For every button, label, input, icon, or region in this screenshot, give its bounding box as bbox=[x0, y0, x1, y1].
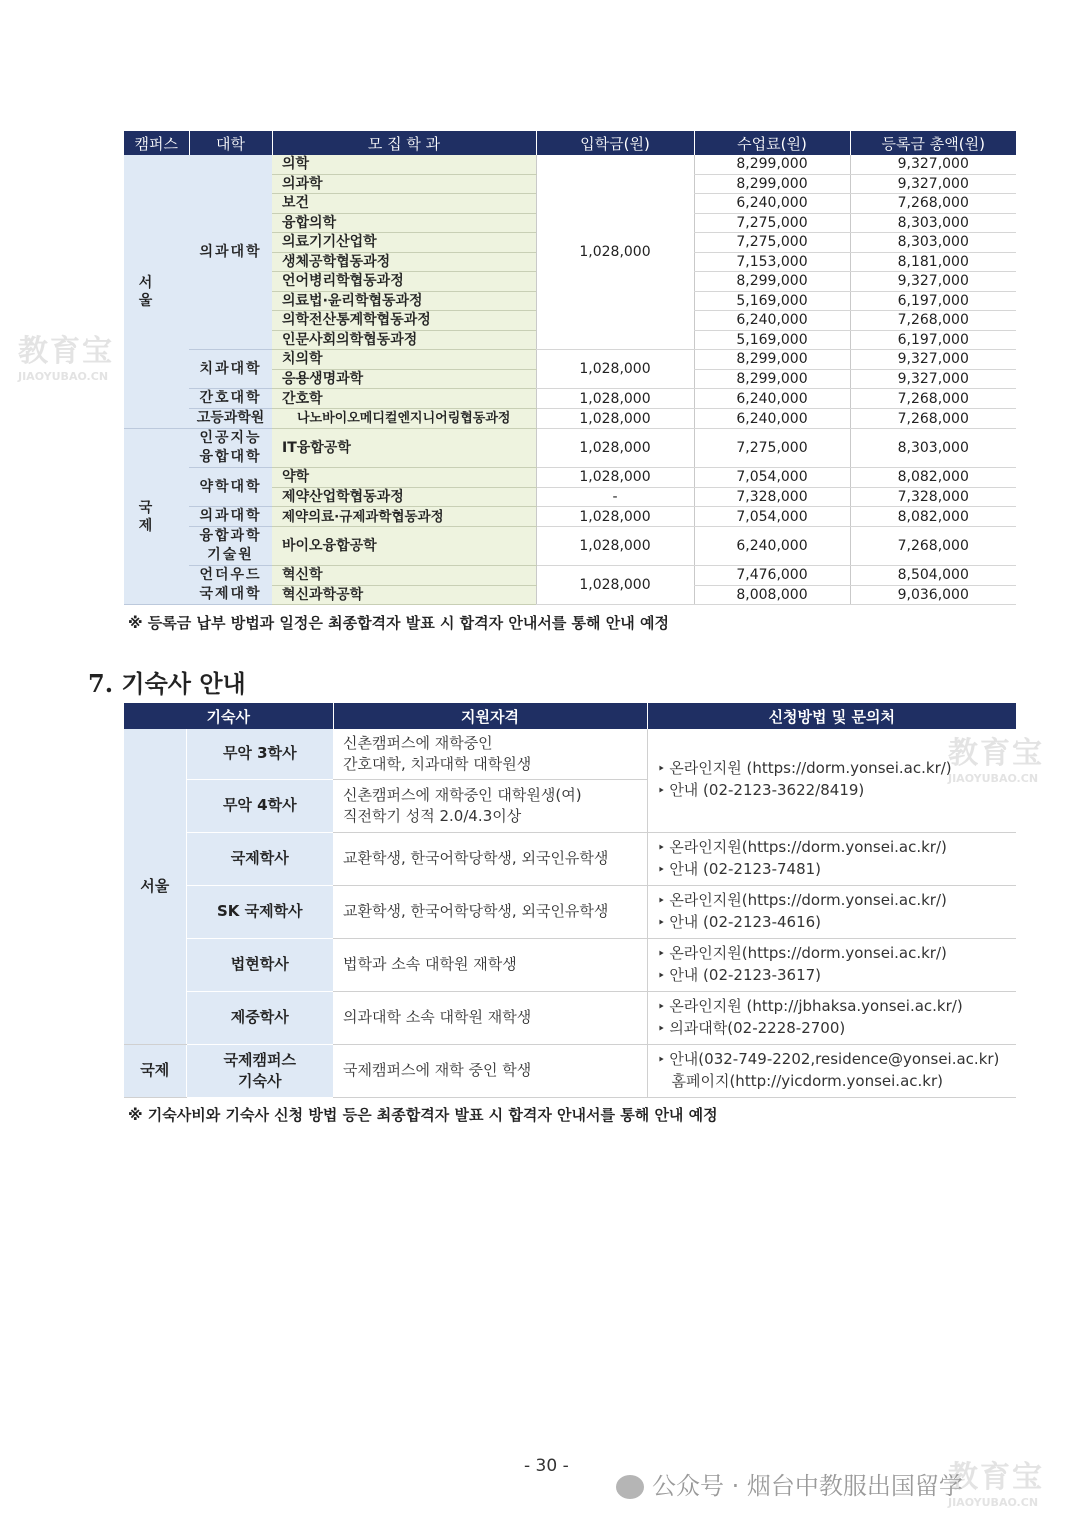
contact-cell bbox=[647, 991, 1016, 1044]
header-college: 대학 bbox=[189, 131, 272, 155]
contact-cell bbox=[647, 1044, 1016, 1097]
eligibility-line: 신촌캠퍼스에 재학중인 bbox=[343, 733, 493, 752]
header-application: 신청방법 및 문의처 bbox=[647, 703, 1016, 729]
campus-international: 국제 bbox=[124, 1044, 186, 1097]
total-cell: 9,327,000 bbox=[850, 272, 1016, 292]
watermark-text: 教育宝 bbox=[18, 334, 114, 369]
admission-fee-cell: 1,028,000 bbox=[536, 409, 694, 429]
total-cell: 9,327,000 bbox=[850, 174, 1016, 194]
watermark-url: JIAOYUBAO.CN bbox=[18, 370, 109, 383]
college-name-line: 인공지능 bbox=[199, 430, 262, 446]
table-row bbox=[124, 468, 1016, 488]
wechat-account-label bbox=[616, 1466, 963, 1501]
total-cell: 7,268,000 bbox=[850, 409, 1016, 429]
total-cell: 9,327,000 bbox=[850, 369, 1016, 389]
contact-line: ‣ 안내 (02-2123-3622/8419) bbox=[658, 780, 1007, 802]
college-name-line: 기술원 bbox=[207, 547, 254, 563]
table-row bbox=[124, 389, 1016, 409]
dormitory-table bbox=[124, 703, 1016, 1098]
campus-international: 국제 bbox=[124, 429, 189, 605]
hall-name-line: 기숙사 bbox=[238, 1071, 282, 1090]
eligibility-cell: 교환학생, 한국어학당학생, 외국인유학생 bbox=[333, 832, 647, 885]
tuition-cell: 7,476,000 bbox=[694, 566, 850, 586]
department-cell: 나노바이오메디컬엔지니어링협동과정 bbox=[272, 409, 536, 429]
eligibility-line: 신촌캠퍼스에 재학중인 대학원생(여) bbox=[343, 785, 582, 804]
table-row bbox=[124, 566, 1016, 586]
page-number: - 30 - bbox=[524, 1456, 569, 1476]
department-cell: 응용생명과학 bbox=[272, 369, 536, 389]
tuition-cell: 7,275,000 bbox=[694, 213, 850, 233]
tuition-note: ※ 등록금 납부 방법과 일정은 최종합격자 발표 시 합격자 안내서를 통해 안내 예정 bbox=[128, 614, 669, 632]
department-cell: 의료기기산업학 bbox=[272, 233, 536, 253]
header-department: 모 집 학 과 bbox=[272, 131, 536, 155]
department-cell: 의과학 bbox=[272, 174, 536, 194]
hall-name: SK 국제학사 bbox=[186, 885, 333, 938]
department-cell: 혁신과학공학 bbox=[272, 585, 536, 605]
total-cell: 8,303,000 bbox=[850, 429, 1016, 468]
contact-line: ‣ 의과대학(02-2228-2700) bbox=[658, 1018, 1007, 1040]
college-ai-convergence bbox=[189, 429, 272, 468]
department-cell: 혁신학 bbox=[272, 566, 536, 586]
tuition-cell: 6,240,000 bbox=[694, 527, 850, 566]
table-row bbox=[124, 991, 1016, 1044]
contact-cell bbox=[647, 832, 1016, 885]
header-total: 등록금 총액(원) bbox=[850, 131, 1016, 155]
hall-name: 제중학사 bbox=[186, 991, 333, 1044]
admission-fee-cell: 1,028,000 bbox=[536, 468, 694, 488]
admission-fee-cell: 1,028,000 bbox=[536, 507, 694, 527]
department-cell: 의학 bbox=[272, 155, 536, 174]
eligibility-cell: 교환학생, 한국어학당학생, 외국인유학생 bbox=[333, 885, 647, 938]
department-cell: 의학전산통계학협동과정 bbox=[272, 311, 536, 331]
department-cell: 바이오융합공학 bbox=[272, 527, 536, 566]
contact-line: 홈페이지(http://yicdorm.yonsei.ac.kr) bbox=[671, 1072, 943, 1090]
department-cell: 의료법·윤리학협동과정 bbox=[272, 291, 536, 311]
college-underwood bbox=[189, 566, 272, 605]
department-cell: IT융합공학 bbox=[272, 429, 536, 468]
total-cell: 7,328,000 bbox=[850, 487, 1016, 507]
admission-fee-cell: 1,028,000 bbox=[536, 527, 694, 566]
hall-name bbox=[186, 1044, 333, 1097]
total-cell: 7,268,000 bbox=[850, 194, 1016, 214]
watermark-text: 教育宝 bbox=[948, 736, 1044, 771]
contact-line: ‣ 온라인지원(https://dorm.yonsei.ac.kr/) bbox=[658, 943, 1007, 965]
college-name-line: 융합과학 bbox=[199, 528, 262, 544]
total-cell: 9,327,000 bbox=[850, 350, 1016, 370]
college-convergence-tech bbox=[189, 527, 272, 566]
tuition-table bbox=[124, 131, 1016, 605]
total-cell: 8,082,000 bbox=[850, 468, 1016, 488]
contact-line: ‣ 안내 (02-2123-3617) bbox=[658, 965, 1007, 987]
contact-line: ‣ 안내 (02-2123-7481) bbox=[658, 859, 1007, 881]
admission-fee-cell: 1,028,000 bbox=[536, 155, 694, 350]
tuition-cell: 8,299,000 bbox=[694, 350, 850, 370]
table-row bbox=[124, 507, 1016, 527]
tuition-cell: 7,275,000 bbox=[694, 429, 850, 468]
header-dormitory: 기숙사 bbox=[124, 703, 333, 729]
tuition-cell: 8,008,000 bbox=[694, 585, 850, 605]
table-row bbox=[124, 938, 1016, 991]
total-cell: 7,268,000 bbox=[850, 389, 1016, 409]
header-eligibility: 지원자격 bbox=[333, 703, 647, 729]
tuition-cell: 8,299,000 bbox=[694, 272, 850, 292]
department-cell: 제약의료·규제과학협동과정 bbox=[272, 507, 536, 527]
total-cell: 9,036,000 bbox=[850, 585, 1016, 605]
contact-line: ‣ 안내(032-749-2202,residence@yonsei.ac.kr) bbox=[658, 1049, 1007, 1071]
table-row bbox=[124, 155, 1016, 174]
watermark bbox=[948, 728, 1044, 785]
table-row bbox=[124, 832, 1016, 885]
college-advanced: 고등과학원 bbox=[189, 409, 272, 429]
department-cell: 언어병리학협동과정 bbox=[272, 272, 536, 292]
total-cell: 6,197,000 bbox=[850, 330, 1016, 350]
dorm-header-row bbox=[124, 703, 1016, 729]
tuition-cell: 7,153,000 bbox=[694, 252, 850, 272]
total-cell: 8,082,000 bbox=[850, 507, 1016, 527]
wechat-account-text: 公众号 · 烟台中教服出国留学 bbox=[652, 1472, 963, 1500]
tuition-cell: 7,054,000 bbox=[694, 507, 850, 527]
eligibility-cell: 법학과 소속 대학원 재학생 bbox=[333, 938, 647, 991]
college-medicine-intl: 의과대학 bbox=[189, 507, 272, 527]
watermark bbox=[18, 326, 114, 383]
contact-line: ‣ 안내 (02-2123-4616) bbox=[658, 912, 1007, 934]
department-cell: 간호학 bbox=[272, 389, 536, 409]
tuition-cell: 6,240,000 bbox=[694, 194, 850, 214]
tuition-cell: 8,299,000 bbox=[694, 174, 850, 194]
table-row bbox=[124, 429, 1016, 468]
contact-cell bbox=[647, 885, 1016, 938]
table-row bbox=[124, 527, 1016, 566]
watermark-url: JIAOYUBAO.CN bbox=[948, 1496, 1039, 1509]
total-cell: 7,268,000 bbox=[850, 527, 1016, 566]
admission-fee-cell: 1,028,000 bbox=[536, 429, 694, 468]
watermark-text: 教育宝 bbox=[948, 1460, 1044, 1495]
admission-fee-cell: 1,028,000 bbox=[536, 350, 694, 389]
admission-fee-cell: - bbox=[536, 487, 694, 507]
total-cell: 8,504,000 bbox=[850, 566, 1016, 586]
hall-name: 국제학사 bbox=[186, 832, 333, 885]
contact-line: ‣ 온라인지원(https://dorm.yonsei.ac.kr/) bbox=[658, 837, 1007, 859]
department-cell: 인문사회의학협동과정 bbox=[272, 330, 536, 350]
college-name-line: 국제대학 bbox=[199, 586, 262, 602]
eligibility-cell bbox=[333, 779, 647, 832]
contact-line: ‣ 온라인지원 (https://dorm.yonsei.ac.kr/) bbox=[658, 758, 1007, 780]
admission-fee-cell: 1,028,000 bbox=[536, 389, 694, 409]
campus-seoul: 서울 bbox=[124, 155, 189, 429]
table-row bbox=[124, 1044, 1016, 1097]
campus-seoul: 서울 bbox=[124, 729, 186, 1044]
total-cell: 9,327,000 bbox=[850, 155, 1016, 174]
hall-name: 무악 3학사 bbox=[186, 729, 333, 779]
header-campus: 캠퍼스 bbox=[124, 131, 189, 155]
college-dentistry: 치과대학 bbox=[189, 350, 272, 389]
tuition-cell: 8,299,000 bbox=[694, 155, 850, 174]
department-cell: 보건 bbox=[272, 194, 536, 214]
total-cell: 7,268,000 bbox=[850, 311, 1016, 331]
tuition-cell: 8,299,000 bbox=[694, 369, 850, 389]
tuition-cell: 7,328,000 bbox=[694, 487, 850, 507]
eligibility-cell: 의과대학 소속 대학원 재학생 bbox=[333, 991, 647, 1044]
eligibility-cell: 국제캠퍼스에 재학 중인 학생 bbox=[333, 1044, 647, 1097]
total-cell: 8,303,000 bbox=[850, 233, 1016, 253]
tuition-cell: 7,054,000 bbox=[694, 468, 850, 488]
contact-line: ‣ 온라인지원(https://dorm.yonsei.ac.kr/) bbox=[658, 890, 1007, 912]
header-tuition: 수업료(원) bbox=[694, 131, 850, 155]
contact-cell bbox=[647, 938, 1016, 991]
total-cell: 8,181,000 bbox=[850, 252, 1016, 272]
tuition-cell: 5,169,000 bbox=[694, 330, 850, 350]
eligibility-line: 간호대학, 치과대학 대학원생 bbox=[343, 754, 532, 773]
department-cell: 생체공학협동과정 bbox=[272, 252, 536, 272]
wechat-icon bbox=[616, 1475, 644, 1499]
table-row bbox=[124, 350, 1016, 370]
tuition-header-row bbox=[124, 131, 1016, 155]
eligibility-cell bbox=[333, 729, 647, 779]
college-medicine: 의과대학 bbox=[189, 155, 272, 350]
total-cell: 6,197,000 bbox=[850, 291, 1016, 311]
tuition-cell: 6,240,000 bbox=[694, 409, 850, 429]
tuition-cell: 6,240,000 bbox=[694, 311, 850, 331]
tuition-cell: 6,240,000 bbox=[694, 389, 850, 409]
tuition-cell: 7,275,000 bbox=[694, 233, 850, 253]
header-admission-fee: 입학금(원) bbox=[536, 131, 694, 155]
contact-line: ‣ 온라인지원 (http://jbhaksa.yonsei.ac.kr/) bbox=[658, 996, 1007, 1018]
section-title: 7. 기숙사 안내 bbox=[88, 669, 246, 698]
department-cell: 융합의학 bbox=[272, 213, 536, 233]
department-cell: 제약산업학협동과정 bbox=[272, 487, 536, 507]
total-cell: 8,303,000 bbox=[850, 213, 1016, 233]
tuition-cell: 5,169,000 bbox=[694, 291, 850, 311]
department-cell: 치의학 bbox=[272, 350, 536, 370]
hall-name: 무악 4학사 bbox=[186, 779, 333, 832]
department-cell: 약학 bbox=[272, 468, 536, 488]
dormitory-note: ※ 기숙사비와 기숙사 신청 방법 등은 최종합격자 발표 시 합격자 안내서를 통해 안내 예정 bbox=[128, 1106, 718, 1124]
watermark-url: JIAOYUBAO.CN bbox=[948, 772, 1039, 785]
eligibility-line: 직전학기 성적 2.0/4.3이상 bbox=[343, 806, 522, 825]
admission-fee-cell: 1,028,000 bbox=[536, 566, 694, 605]
college-name-line: 융합대학 bbox=[199, 449, 262, 465]
hall-name-line: 국제캠퍼스 bbox=[223, 1050, 296, 1069]
college-pharmacy: 약학대학 bbox=[189, 468, 272, 507]
table-row bbox=[124, 885, 1016, 938]
college-nursing: 간호대학 bbox=[189, 389, 272, 409]
table-row bbox=[124, 409, 1016, 429]
college-name-line: 언더우드 bbox=[199, 567, 262, 583]
table-row bbox=[124, 729, 1016, 779]
hall-name: 법현학사 bbox=[186, 938, 333, 991]
